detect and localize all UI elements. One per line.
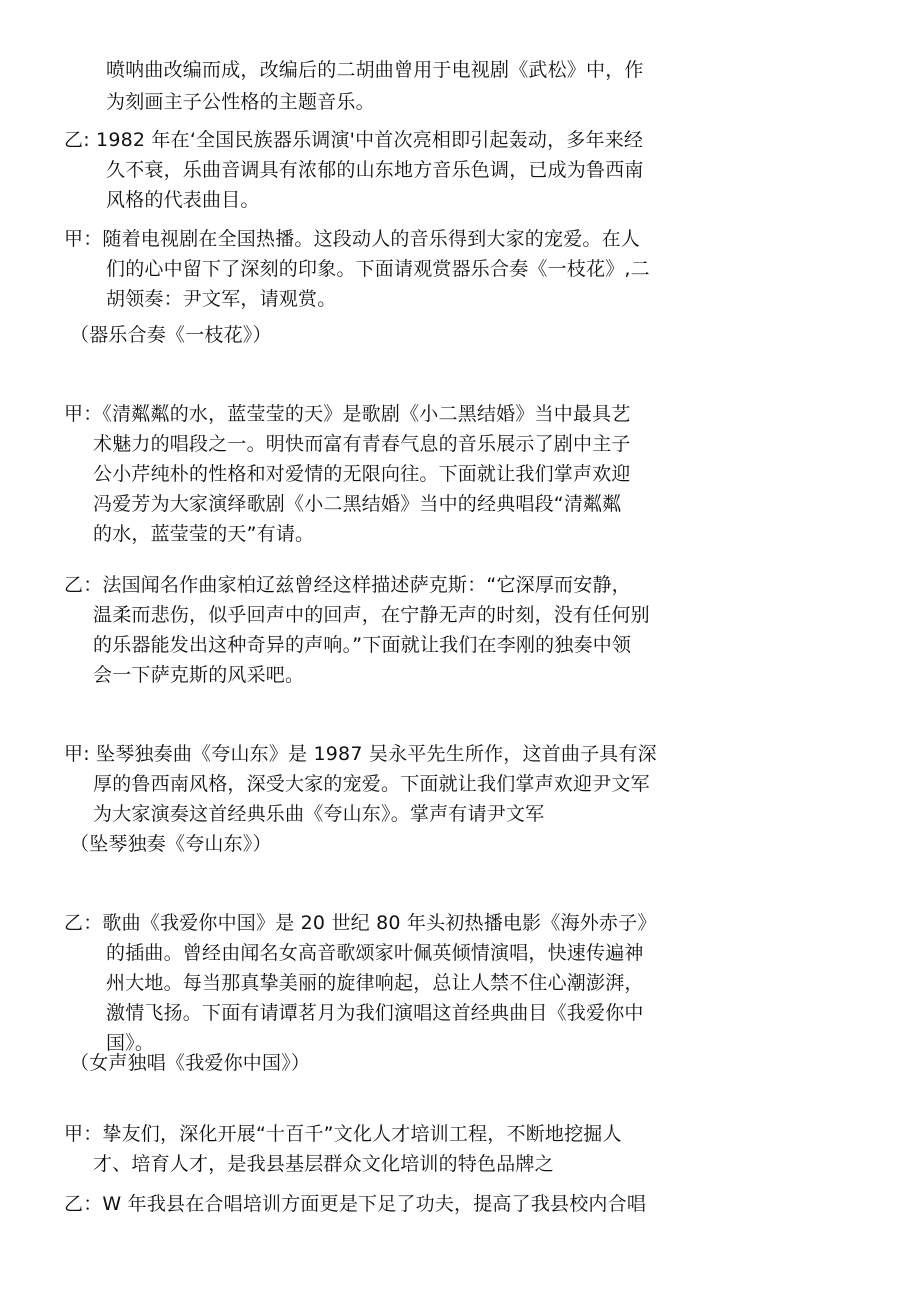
text-line: 甲：《清粼粼的水，蓝莹莹的天》是歌剧《小二黑结婚》当中最具艺	[64, 403, 631, 425]
text-line: 术魅力的唱段之一。明快而富有青春气息的音乐展示了剧中主子	[93, 433, 631, 455]
text-line: 冯爱芳为大家演绎歌剧《小二黑结婚》当中的经典唱段“清粼粼	[93, 493, 622, 515]
text-line: 公小芹纯朴的性格和对爱情的无限向往。下面就让我们掌声欢迎	[93, 463, 631, 485]
text-line: 激情飞扬。下面有请谭茗月为我们演唱这首经典曲目《我爱你中	[106, 1002, 644, 1024]
text-line: 们的心中留下了深刻的印象。下面请观赏器乐合奏《一枝花》,二	[106, 258, 650, 280]
text-line: 乙：法国闻名作曲家柏辽兹曾经这样描述萨克斯：“它深厚而安静，	[64, 574, 631, 596]
text-line: 为刻画主子公性格的主题音乐。	[106, 91, 375, 113]
text-line: （器乐合奏《一枝花》）	[70, 324, 272, 346]
text-line: 才、培育人才，是我县基层群众文化培训的特色品牌之	[93, 1153, 554, 1175]
text-line: 喷呐曲改编而成，改编后的二胡曲曾用于电视剧《武松》中，作	[106, 59, 644, 81]
text-line: 风格的代表曲目。	[106, 189, 260, 211]
text-line: （女声独唱《我爱你中国》）	[70, 1052, 311, 1074]
text-line: 乙：W 年我县在合唱培训方面更是下足了功夫，提高了我县校内合唱	[64, 1193, 647, 1215]
text-line: 乙: 1982 年在‘全国民族器乐调演'中首次亮相即引起轰动，多年来经	[64, 129, 644, 151]
text-line: 州大地。每当那真挚美丽的旋律响起，总让人禁不住心潮澎湃，	[106, 972, 644, 994]
text-line: 的插曲。曾经由闻名女高音歌颂家叶佩英倾情演唱，快速传遍神	[106, 942, 644, 964]
text-line: 为大家演奏这首经典乐曲《夸山东》。掌声有请尹文军	[93, 803, 545, 825]
text-line: 会一下萨克斯的风采吧。	[93, 664, 305, 686]
text-line: 厚的鲁西南风格，深受大家的宠爱。下面就让我们掌声欢迎尹文军	[93, 773, 650, 795]
text-line: 温柔而悲伤，似乎回声中的回声，在宁静无声的时刻，没有任何别	[93, 604, 650, 626]
text-line: 的乐器能发出这种奇异的声响。”下面就让我们在李刚的独奏中领	[93, 634, 632, 656]
text-line: 胡领奏：尹文军，请观赏。	[106, 288, 337, 310]
text-line: 久不衰，乐曲音调具有浓郁的山东地方音乐色调，已成为鲁西南	[106, 159, 644, 181]
text-line: 国》。	[106, 1032, 155, 1054]
text-line: 甲: 坠琴独奏曲《夸山东》是 1987 吴永平先生所作，这首曲子具有深	[64, 743, 657, 765]
text-line: 的水，蓝莹莹的天”有请。	[93, 523, 315, 545]
text-line: （坠琴独奏《夸山东》）	[70, 833, 272, 855]
text-line: 乙：歌曲《我爱你中国》是 20 世纪 80 年头初热播电影《海外赤子》	[64, 912, 657, 934]
text-line: 甲：挚友们，深化开展“十百千”文化人才培训工程，不断地挖掘人	[64, 1123, 622, 1145]
text-line: 甲：随着电视剧在全国热播。这段动人的音乐得到大家的宠爱。在人	[64, 228, 641, 250]
